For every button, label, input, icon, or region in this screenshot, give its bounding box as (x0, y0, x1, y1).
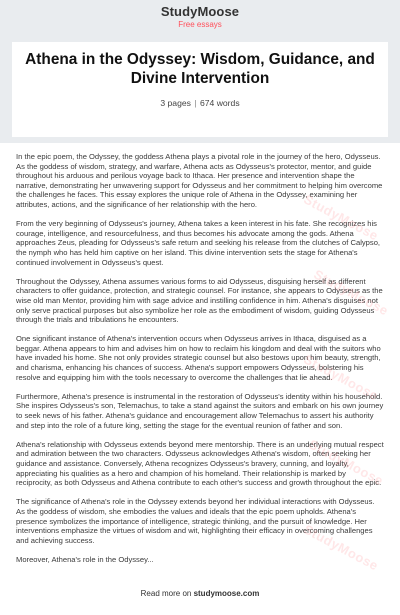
essay-title: Athena in the Odyssey: Wisdom, Guidance, and Divine Intervention (25, 51, 375, 87)
word-count: 674 words (199, 98, 240, 108)
essay-paragraph: Furthermore, Athena's presence is instrumental in the restoration of Odysseus's identity within his household. She inspires Odysseus's son, Telemachus, to take a stand against the suitors and embark on his own journey to seek news of his father. Athena's guidance and encouragement allow Telemachus to assert his authority and step into the role of a future king, setting the stage for the eventual reunion of father and son. (16, 391, 384, 430)
title-card (12, 42, 388, 137)
page-count: 3 pages (160, 98, 191, 108)
essay-paragraph: The significance of Athena's role in the Odyssey extends beyond her individual interactions with Odysseus. As the goddess of wisdom, she embodies the values and ideals that the epic poem upholds. Athena's presence symbolizes the importance of intelligence, strategic thinking, and the pursuit of knowledge. Her interventions emphasize the virtues of wisdom and wit, highlighting their efficacy in overcoming challenges and achieving success. (16, 497, 375, 545)
essay-meta (22, 98, 378, 108)
watermark: StudyMoose (301, 521, 382, 574)
meta-separator: | (194, 98, 197, 108)
essay-header (0, 0, 400, 143)
essay-body (0, 152, 400, 565)
watermark: StudyMoose (311, 266, 392, 319)
site-logo[interactable]: StudyMoose (160, 4, 240, 19)
essay-paragraph: Athena's relationship with Odysseus extends beyond mere mentorship. There is an underlying mutual respect and admiration between the two characters. Odysseus acknowledges Athena's wisdom, often seeking her guidance and assistance. Conversely, Athena recognizes Odysseus's bravery, cunning, and loyalty, appreciating his qualities as a hero and champion of his homeland. Their relationship is marked by reciprocity, as both Odysseus and Athena contribute to each other's success and growth throughout the epic. (16, 439, 384, 488)
watermark: StudyMoose (306, 436, 387, 489)
essay-paragraph: One significant instance of Athena's intervention occurs when Odysseus arrives in Ithaca, disguised as a beggar. Athena appears to him and advises him on how to reclaim his kingdom and deal with the suitors who have invaded his home. She not only provides strategic counsel but also bestows upon him beauty, strength, and charisma, enhancing his chances of success. Athena's support empowers Odysseus, bolstering his resolve and equipping him with the tools necessary to overcome the challenges that lie ahead. (16, 334, 381, 382)
essay-paragraph: Moreover, Athena's role in the Odyssey... (16, 554, 154, 564)
footer (0, 589, 400, 598)
essay-paragraph: In the epic poem, the Odyssey, the goddess Athena plays a pivotal role in the journey of the hero, Odysseus. As the goddess of wisdom, strategy, and warfare, Athena acts as Odysseus's protector, mentor, and guide throughout his arduous and perilous voyage back to Ithaca. Her presence and intervention shape the narrative, demonstrating her unwavering support for Odysseus and her commitment to helping him overcome the challenges he faces. This essay explores the unique role of Athena in the Odyssey, examining her attributes, actions, and the significance of her relationship with the hero. (16, 152, 383, 209)
footer-prefix: Read more on (140, 589, 194, 598)
watermark: StudyMoose (301, 351, 382, 404)
essay-paragraph: From the very beginning of Odysseus's journey, Athena takes a keen interest in his fate. She recognizes his courage, intelligence, and resourcefulness, and thus becomes his advocate among the gods. Athena approaches Zeus, pleading for Odysseus's safe return and seeking his release from the clutches of Calypso, the nymph who has held him captive on her island. This divine intervention sets the stage for Athena's continued involvement in Odysseus's quest. (16, 219, 381, 267)
footer-link[interactable]: studymoose.com (193, 589, 260, 598)
essay-paragraph: Throughout the Odyssey, Athena assumes various forms to aid Odysseus, disguising herself as different characters to offer guidance, protection, and strategic counsel. For instance, she appears to Odysseus as the wise old man Mentor, providing him with sage advice and instilling confidence in him. Athena's disguises not only serve practical purposes but also symbolize her role as the embodiment of wisdom, guiding Odysseus through the trials and tribulations he encounters. (16, 276, 383, 325)
watermark: StudyMoose (301, 191, 382, 244)
site-tagline: Free essays (178, 20, 222, 29)
